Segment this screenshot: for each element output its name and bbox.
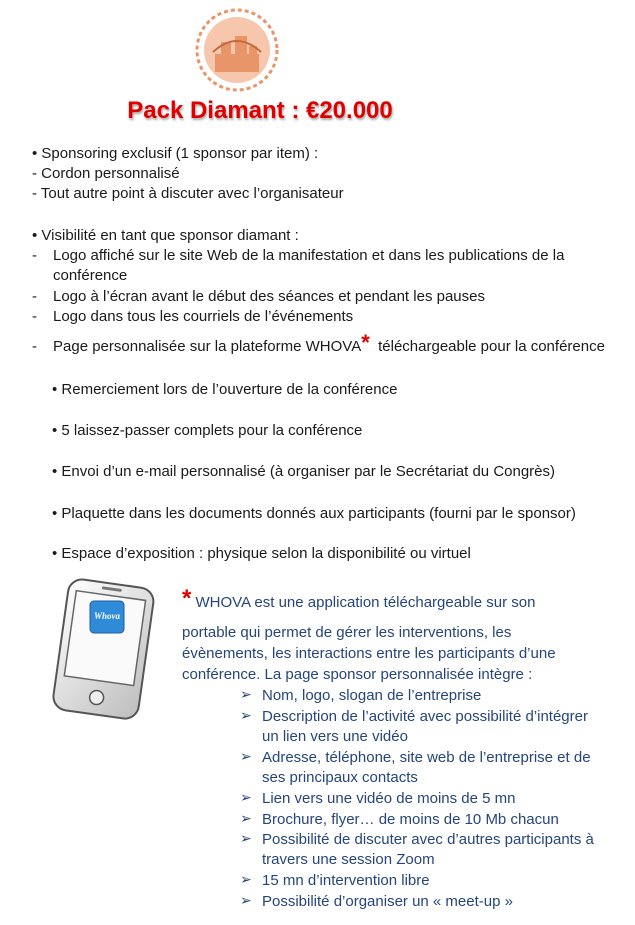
list-item: Logo dans tous les courriels de l’événements [53,308,354,325]
bullet-item: • 5 laissez-passer complets pour la conférence [52,422,363,439]
conference-logo [193,6,281,94]
arrow-bullet-icon: ➢ [240,810,252,826]
feature-item: Possibilité de discuter avec d’autres participants à [262,831,594,848]
feature-item: un lien vers une vidéo [262,728,408,745]
bullet-item: • Plaquette dans les documents donnés aux participants (fourni par le sponsor) [52,505,576,522]
feature-item: Possibilité d’organiser un « meet-up » [262,893,513,910]
feature-item: Brochure, flyer… de moins de 10 Mb chacun [262,811,559,828]
bullet-item: • Espace d’exposition : physique selon la disponibilité ou virtuel [52,545,471,562]
feature-item: Adresse, téléphone, site web de l’entreprise et de [262,749,591,766]
whova-page-text: Page personnalisée sur la plateforme WHOVA [53,338,362,355]
phone-illustration [38,577,168,727]
list-item: Logo à l’écran avant le début des séances et pendant les pauses [53,288,485,305]
page-title: Pack Diamant : €20.000 [127,97,393,124]
visibility-heading: • Visibilité en tant que sponsor diamant : [32,227,299,244]
list-item [53,330,605,357]
whova-intro [182,585,536,613]
arrow-bullet-icon: ➢ [240,871,252,887]
list-item: Logo affiché sur le site Web de la manifestation et dans les publications de la [53,247,565,264]
arrow-bullet-icon: ➢ [240,789,252,805]
list-item: - Cordon personnalisé [32,165,180,182]
whova-app-icon-label: Whova [93,611,120,621]
whova-line: évènements, les interactions entre les participants d’une [182,645,556,662]
arrow-bullet-icon: ➢ [240,707,252,723]
dash-marker: - [32,308,37,325]
arrow-bullet-icon: ➢ [240,830,252,846]
arrow-bullet-icon: ➢ [240,748,252,764]
dash-marker: - [32,338,37,355]
dash-marker: - [32,288,37,305]
arrow-bullet-icon: ➢ [240,892,252,908]
asterisk-marker: * [361,330,370,355]
bullet-item: • Remerciement lors de l’ouverture de la conférence [52,381,398,398]
arrow-bullet-icon: ➢ [240,686,252,702]
feature-item: Lien vers une vidéo de moins de 5 mn [262,790,516,807]
whova-line: WHOVA est une application téléchargeable sur son [195,594,536,611]
whova-line: conférence. La page sponsor personnalisée intègre : [182,666,533,683]
list-item: - Tout autre point à discuter avec l’organisateur [32,185,344,202]
list-item: conférence [53,267,128,284]
dash-marker: - [32,247,37,264]
feature-item: 15 mn d’intervention libre [262,872,430,889]
bullet-item: • Envoi d’un e-mail personnalisé (à organiser par le Secrétariat du Congrès) [52,463,556,480]
feature-item: Description de l’activité avec possibilité d’intégrer [262,708,588,725]
whova-line: portable qui permet de gérer les interventions, les [182,624,512,641]
feature-item: ses principaux contacts [262,769,418,786]
feature-item: Nom, logo, slogan de l’entreprise [262,687,482,704]
sponsoring-heading: • Sponsoring exclusif (1 sponsor par item) : [32,145,319,162]
feature-item: travers une session Zoom [262,851,435,868]
whova-page-text-end: téléchargeable pour la conférence [378,338,605,355]
asterisk-marker: * [182,585,192,612]
